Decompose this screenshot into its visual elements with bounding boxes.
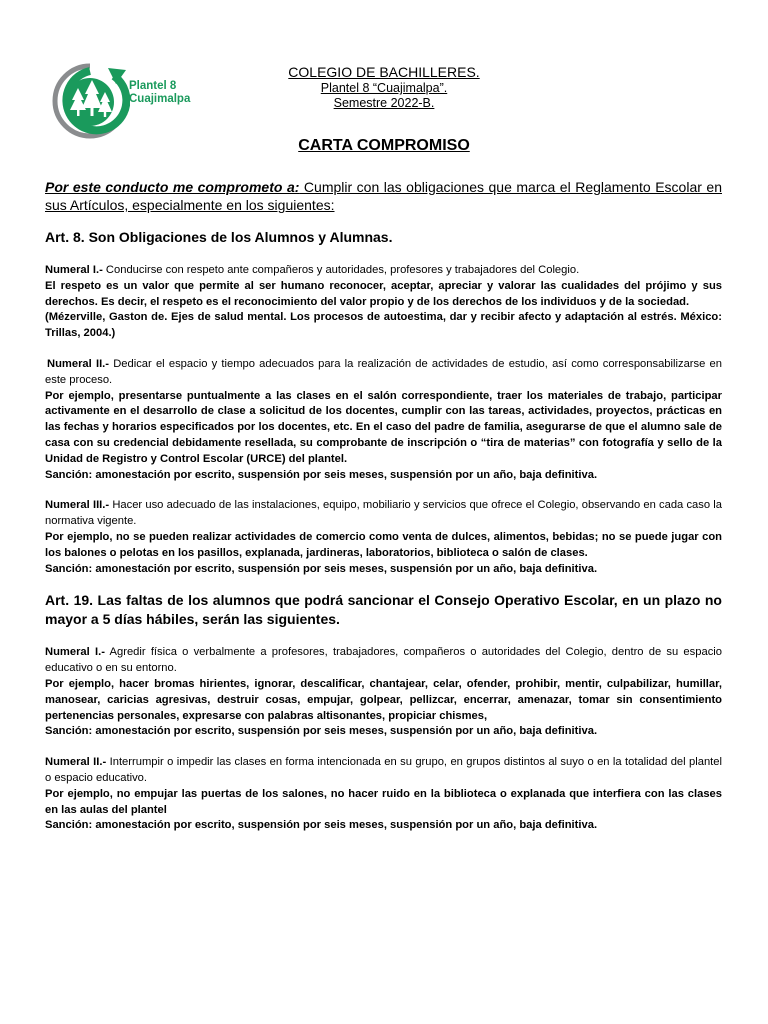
numeral-label: Numeral I.-: [45, 264, 103, 276]
art8-numeral-3-example: Por ejemplo, no se pueden realizar actividades de comercio como venta de dulces, alimentos, bebidas; no se puede jugar con los balones o pelotas en los pasillos, explanada, jardineras, laboratorios, biblioteca o salón de clases.: [45, 530, 722, 559]
art19-numeral-2: [45, 755, 722, 787]
art8-numeral-3: [45, 498, 722, 530]
art19-numeral-2-sancion: Sanción: amonestación por escrito, suspensión por seis meses, suspensión por un año, baja definitiva.: [45, 819, 598, 832]
document-body: [45, 178, 722, 834]
art8-numeral-2-example: Por ejemplo, presentarse puntualmente a las clases en el salón correspondiente, traer los materiales de trabajo, participar activamente en el desarrollo de clase a solicitud de los docentes, cumplir con las tareas, actividades, proyectos, prácticas en las fechas y horarios especificados por los docentes, etc. En el caso del padre de familia, asegurarse de que el alumno sale de casa con su credencial debidamente resellada, su comprobante de inscripción o “tira de materias” con fotografía y sello de la Unidad de Registro y Control Escolar (URCE) del plantel.: [45, 389, 722, 465]
numeral-text: Hacer uso adecuado de las instalaciones, equipo, mobiliario y servicios que ofrece el Colegio, observando en cada caso la normativa vigente.: [45, 499, 722, 528]
plantel-name: Plantel 8 “Cuajimalpa”.: [320, 81, 448, 95]
art8-numeral-1-definition: El respeto es un valor que permite al ser humano reconocer, aceptar, apreciar y valorar las cualidades del prójimo y sus derechos. Es decir, el respeto es el reconocimiento del valor propio y de los derechos de los individuos y de la sociedad.: [45, 279, 722, 308]
art8-numeral-1: [45, 263, 722, 279]
numeral-label: Numeral II.-: [45, 756, 107, 769]
logo-line-1: Plantel 8: [129, 80, 177, 92]
document-title: CARTA COMPROMISO: [298, 137, 470, 154]
document-header: [200, 64, 568, 111]
school-name: COLEGIO DE BACHILLERES.: [288, 64, 480, 80]
art19-numeral-1-sancion: Sanción: amonestación por escrito, suspensión por seis meses, suspensión por un año, baja definitiva.: [45, 725, 598, 738]
intro-lead: Por este conducto me comprometo a:: [45, 179, 300, 195]
intro-paragraph: [45, 178, 722, 214]
art19-numeral-2-example: Por ejemplo, no empujar las puertas de los salones, no hacer ruido en la biblioteca o explanada que interfiera con las clases en las aulas del plantel: [45, 787, 722, 816]
numeral-text: Interrumpir o impedir las clases en forma intencionada en su grupo, en grupos distintos al suyo o en la totalidad del plantel o espacio educativo.: [45, 756, 722, 784]
logo-line-2: Cuajimalpa: [129, 93, 191, 105]
logo-text: [129, 80, 190, 106]
article-19-heading: Art. 19. Las faltas de los alumnos que podrá sancionar el Consejo Operativo Escolar, en un plazo no mayor a 5 días hábiles, serán las siguientes.: [45, 592, 722, 628]
numeral-text: Conducirse con respeto ante compañeros y autoridades, profesores y trabajadores del Colegio.: [102, 264, 580, 276]
intro-text: Cumplir con las obligaciones que marca el Reglamento Escolar en sus Artículos, especialmente en los siguientes:: [45, 179, 722, 213]
art19-numeral-1: [45, 645, 722, 677]
article-8-heading: Art. 8. Son Obligaciones de los Alumnos y Alumnas.: [45, 229, 393, 245]
numeral-text: Dedicar el espacio y tiempo adecuados para la realización de actividades de estudio, así como corresponsabilizarse en este proceso.: [45, 357, 722, 386]
numeral-label: Numeral I.-: [45, 646, 105, 659]
art19-numeral-1-example: Por ejemplo, hacer bromas hirientes, ignorar, descalificar, chantajear, celar, ofender, prohibir, mentir, culpabilizar, humillar, manosear, caricias agresivas, destruir cosas, empujar, golpear, pellizcar, encerrar, amenazar, tomar sin consentimiento pertenencias personales, expresarse con palabras altisonantes, propiciar chismes,: [45, 677, 722, 722]
school-logo: [50, 62, 200, 140]
numeral-label: Numeral III.-: [45, 499, 110, 512]
numeral-label: Numeral II.-: [47, 357, 110, 370]
logo-emblem-icon: [50, 62, 130, 140]
art8-numeral-1-citation: (Mézerville, Gaston de. Ejes de salud mental. Los procesos de autoestima, dar y recibir afecto y adaptación al estrés. México: Trillas, 2004.): [45, 311, 722, 340]
numeral-text: Agredir física o verbalmente a profesores, trabajadores, compañeros o autoridades del Colegio, dentro de su espacio educativo o en su entorno.: [45, 646, 722, 675]
art8-numeral-3-sancion: Sanción: amonestación por escrito, suspensión por seis meses, suspensión por un año, baja definitiva.: [45, 562, 598, 575]
art8-numeral-2: [45, 357, 722, 389]
semester: Semestre 2022-B.: [333, 96, 435, 110]
art8-numeral-2-sancion: Sanción: amonestación por escrito, suspensión por seis meses, suspensión por un año, baja definitiva.: [45, 468, 598, 481]
